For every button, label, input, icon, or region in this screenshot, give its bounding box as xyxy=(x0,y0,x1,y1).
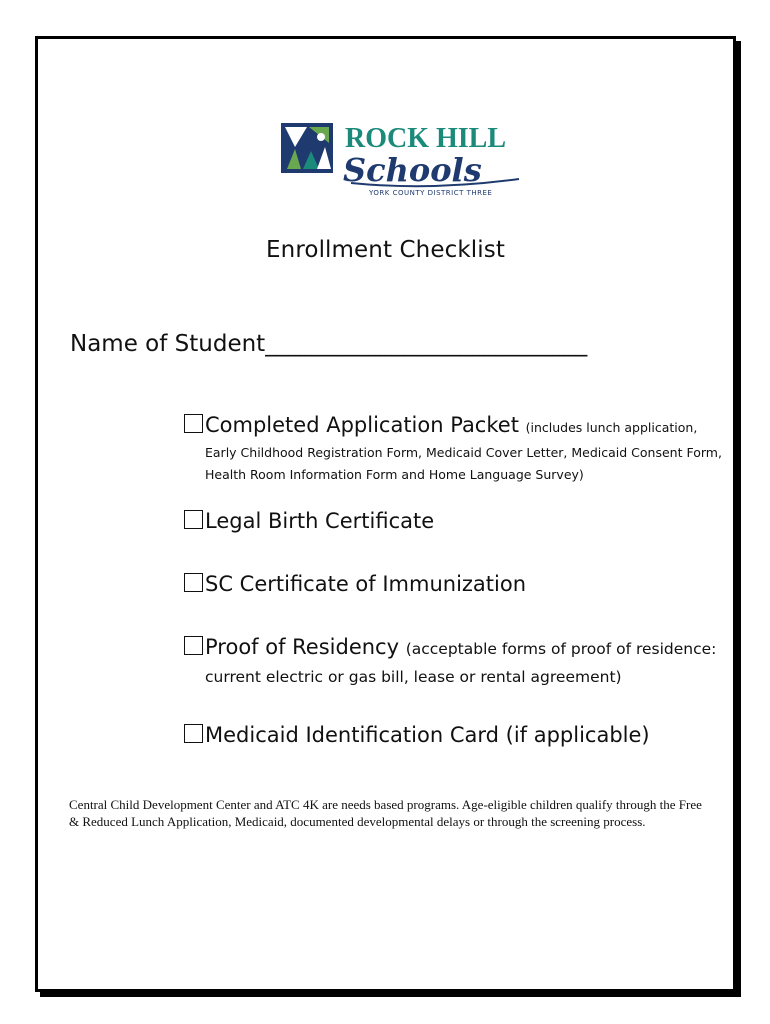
student-name-field[interactable] xyxy=(70,331,587,357)
page-title: Enrollment Checklist xyxy=(266,237,505,263)
checklist-item-label: Proof of Residency xyxy=(205,635,400,659)
checklist-item-note-line: Early Childhood Registration Form, Medicaid Cover Letter, Medicaid Consent Form, xyxy=(205,445,722,460)
checkbox[interactable] xyxy=(184,724,203,743)
checklist-item-medicaid-card xyxy=(184,721,724,749)
student-name-blank: ____________________________ xyxy=(265,331,588,357)
document-page xyxy=(35,36,736,992)
checklist-item-note-line: Health Room Information Form and Home Language Survey) xyxy=(205,467,584,482)
logo-line2: Schools xyxy=(343,151,482,189)
checklist-item-immunization xyxy=(184,570,724,598)
checklist-item-birth-certificate xyxy=(184,507,724,535)
checklist-item-label: Legal Birth Certificate xyxy=(205,509,435,533)
logo-line3: YORK COUNTY DISTRICT THREE xyxy=(369,189,493,197)
rock-hill-schools-logo xyxy=(281,117,526,197)
checkbox[interactable] xyxy=(184,636,203,655)
checklist-item-label: Completed Application Packet xyxy=(205,413,519,437)
checkbox[interactable] xyxy=(184,510,203,529)
logo-line1: ROCK HILL xyxy=(345,123,507,154)
checklist-item-note-line: current electric or gas bill, lease or rental agreement) xyxy=(205,668,622,686)
checklist-item-label: SC Certificate of Immunization xyxy=(205,572,527,596)
logo-emblem-icon xyxy=(281,123,333,173)
checklist-item-note: (acceptable forms of proof of residence: xyxy=(405,640,717,658)
student-name-label: Name of Student xyxy=(70,331,266,357)
checklist-item-proof-of-residency xyxy=(184,633,724,691)
checklist-item-label: Medicaid Identification Card (if applicable) xyxy=(205,723,650,747)
checkbox[interactable] xyxy=(184,573,203,592)
checkbox[interactable] xyxy=(184,414,203,433)
program-eligibility-note: Central Child Development Center and ATC 4K are needs based programs. Age-eligible children qualify through the Free & Reduced Lunch Application, Medicaid, documented developmental delays or through the screening process. xyxy=(69,797,702,829)
checklist-item-application-packet xyxy=(184,411,724,486)
checklist-item-note: (includes lunch application, xyxy=(525,420,698,435)
